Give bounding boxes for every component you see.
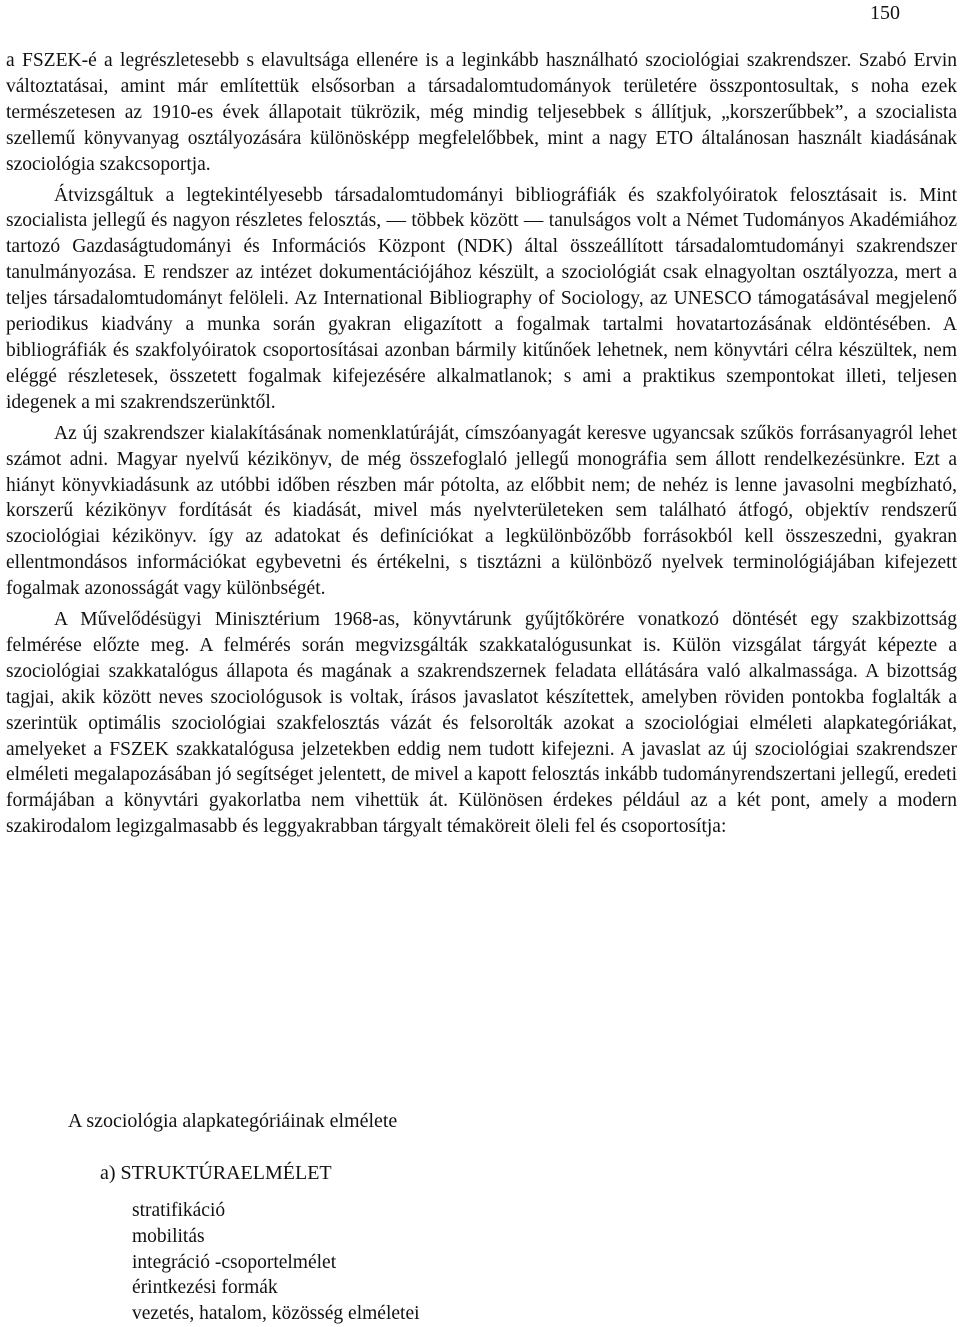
subsection-heading: a) STRUKTÚRAELMÉLET	[100, 1162, 332, 1184]
list-item: érintkezési formák	[132, 1277, 278, 1299]
paragraph-1: a FSZEK-é a legrészletesebb s elavultsága ellenére is a leginkább használható szociológiai szakrendszer. Szabó Ervin változtatásai, amint már említettük elsősorban a társadalomtudományok területére összpontosultak, s noha ezek természetesen az 1910-es évek állapotait tükrözik, még mindig teljesebbek s állítjuk, „korszerűbbek”, a szocialista szellemű könyvanyag osztályozására különösképp megfelelőbbek, mint a nagy ETO általánosan használt kiadásának szociológia szakcsoportja.	[6, 50, 957, 175]
list-item: vezetés, hatalom, közösség elméletei	[132, 1303, 420, 1325]
section-heading: A szociológia alapkategóriáinak elmélete	[68, 1110, 398, 1132]
page-number: 150	[870, 2, 900, 24]
paragraph-4: A Művelődésügyi Minisztérium 1968-as, könyvtárunk gyűjtőkörére vonatkozó döntését egy szakbizottság felmérése előzte meg. A felmérés során megvizsgálták szakkatalόgusunkat is. Külön vizsgálat tárgyát képezte a szociológiai szakkatalógus állapota és magának a szakrendszernek feladata ellátására való alkalmassága. A bizottság tagjai, akik között neves szociológusok is voltak, írásos javaslatot készítettek, amelyben röviden pontokba foglalták a szerintük optimális szociológiai szakfelosztás vázát és felsorolták azokat a szociológiai elméleti alapkategóriákat, amelyeket a FSZEK szakkatalógusa jelzetekben eddig nem tudott kifejezni. A javaslat az új szociológiai szakrendszer elméleti megalapozásában jó segítséget jelentett, de mivel a kapott felosztás inkább tudományrendszertani jellegű, eredeti formájában a könyvtári gyakorlatba nem vihettük át. Különösen érdekes például az a két pont, amely a modern szakirodalom legizgalmasabb és leggyakrabban tárgyalt témaköreit öleli fel és csoportosítja:	[6, 609, 957, 838]
body-text	[6, 48, 957, 845]
paragraph-3: Az új szakrendszer kialakításának nomenklatúráját, címszóanyagát keresve ugyancsak szűkös forrásanyagról lehet számot adni. Magyar nyelvű kézikönyv, de még összefoglaló jellegű monográfia sem állott rendelkezésünkre. Ezt a hiányt könyvkiadásunk az utóbbi időben részben már pótolta, az előbbit nem; de nehéz is lenne javasolni megbízható, korszerű kézikönyv fordítását és kiadását, mivel más nyelvterületeken sem található átfogó, objektív rendszerű szociológiai kézikönyv. így az adatokat és definíciókat a legkülönbözőbb forrásokból kell összeszedni, gyakran ellentmondásos információkat egybevetni és értékelni, s tisztázni a különböző nyelvek terminológiájában kifejezett fogalmak azonosságát vagy különbségét.	[6, 422, 957, 600]
paragraph-2: Átvizsgáltuk a legtekintélyesebb társadalomtudományi bibliográfiák és szakfolyóiratok felosztásait is. Mint szocialista jellegű és nagyon részletes felosztás, ― többek között ― tanulságos volt a Német Tudományos Akadémiához tartozó Gazdaságtudományi és Információs Központ (NDK) által összeállított társadalomtudományi szakrendszer tanulmányozása. E rendszer az intézet dokumentációjához készült, a szociológiát csak elnagyoltan osztályozza, mert a teljes társadalomtudományt felöleli. Az International Bibliography of Sociology, az UNESCO támogatásával megjelenő periodikus kiadvány a munka során gyakran eligazított a fogalmak tartalmi hovatartozásának eldöntésében. A bibliográfiák és szakfolyóiratok csoportosításai azonban bármily kitűnőek lehetnek, nem könyvtári célra készültek, nem eléggé részletesek, összetett fogalmak kifejezésére alkalmatlanok; s ami a praktikus szempontokat illeti, teljesen idegenek a mi szakrendszerünktől.	[6, 184, 957, 413]
list-item: stratifikáció	[132, 1200, 226, 1221]
list-item: integráció -csoportelmélet	[132, 1251, 337, 1273]
list-item: mobilitás	[132, 1225, 205, 1247]
category-list	[132, 1198, 420, 1327]
